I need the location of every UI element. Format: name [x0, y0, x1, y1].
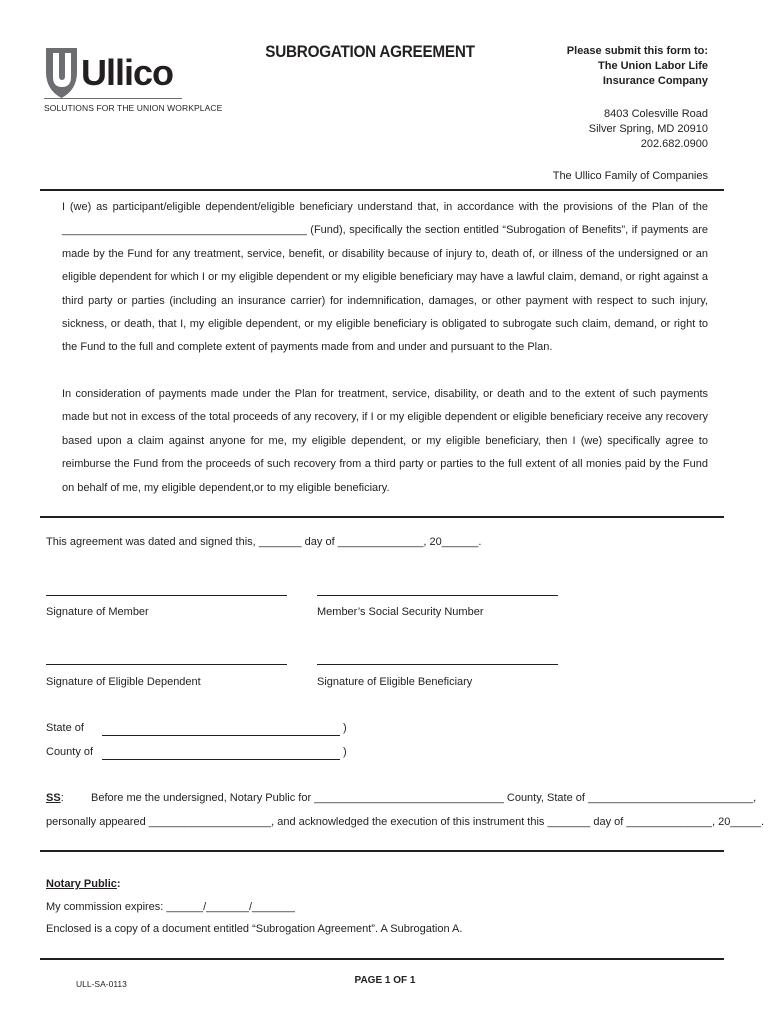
- paragraph-1-line-1: I (we) as participant/eligible dependent/eligible beneficiary understand that, in accordance with the provisions of the Plan of the: [62, 201, 708, 213]
- paragraph-2-body: In consideration of payments made under the Plan for treatment, service, disability, or death and to the extent of such payments made but not in excess of the total proceeds of any recovery, if I or my eligible dependent or eligible beneficiary receive any recovery based upon a claim against anyone for me, my eligible dependent, or my eligible beneficiary, then I (we) specifically agree to reimburse the Fund from the proceeds of such recovery from a third party or parties to the full extent of all monies paid by the Fund on behalf of me, my eligible dependent,or to my eligible beneficiary.: [62, 388, 708, 494]
- paragraph-1: [62, 196, 708, 360]
- dependent-signature-field[interactable]: [46, 664, 287, 665]
- divider-lower: [40, 850, 724, 852]
- state-paren: ): [343, 722, 347, 734]
- form-code: ULL-SA-0113: [76, 979, 127, 989]
- personally-appeared-line[interactable]: personally appeared ____________________, and acknowledged the execution of this instrument this _______ day of ______________, 20_____.: [46, 816, 765, 828]
- county-field[interactable]: [102, 759, 340, 760]
- page-number: PAGE 1 OF 1: [354, 975, 416, 986]
- county-label: County of: [46, 746, 94, 758]
- county-paren: ): [343, 746, 347, 758]
- commission-expires-line[interactable]: My commission expires: ______/_______/_______: [46, 901, 295, 913]
- signature-member-label: Signature of Member: [46, 606, 149, 618]
- divider-top: [40, 189, 724, 191]
- ullico-logo: [44, 42, 184, 102]
- submit-label: Please submit this form to:: [566, 45, 708, 57]
- beneficiary-signature-field[interactable]: [317, 664, 558, 665]
- ss-label-text: SS: [46, 792, 61, 804]
- logo-divider: [44, 98, 182, 99]
- signature-dependent-label: Signature of Eligible Dependent: [46, 676, 201, 688]
- ss-label: [46, 792, 64, 804]
- logo-wordmark: Ullico: [81, 52, 174, 93]
- address-line2: Silver Spring, MD 20910: [588, 123, 708, 135]
- dated-signed-line[interactable]: This agreement was dated and signed this, _______ day of ______________, 20______.: [46, 536, 482, 548]
- family-of-companies: The Ullico Family of Companies: [552, 170, 708, 182]
- page-title: SUBROGATION AGREEMENT: [265, 42, 475, 61]
- address-line1: 8403 Colesville Road: [604, 108, 708, 120]
- divider-bottom: [40, 958, 724, 960]
- notary-heading-text: Notary Public: [46, 878, 117, 890]
- phone: 202.682.0900: [640, 138, 708, 150]
- paragraph-1-body: ________________________________________ (Fund), specifically the section entitled “Subrogation of Benefits”, if payments are made by the Fund for any treatment, service, benefit, or disability because of injury to, death of, or illness of the undersigned or an eligible dependent for which I or my eligible dependent or my eligible beneficiary may have a lawful claim, demand, or right against a third party or parties (including an insurance carrier) for indemnification, damages, or other payment with respect to such injury, sickness, or death, that I, my eligible dependent, or my eligible beneficiary is obligated to subrogate such claim, demand, or right to the Fund to the full and complete extent of payments made from and under and pursuant to the Plan.: [62, 224, 708, 354]
- divider-middle: [40, 516, 724, 518]
- ullico-shield-icon: [44, 42, 184, 102]
- company-line2: Insurance Company: [602, 75, 708, 87]
- enclosed-note: Enclosed is a copy of a document entitled “Subrogation Agreement”. A Subrogation A.: [46, 923, 463, 935]
- signature-beneficiary-label: Signature of Eligible Beneficiary: [317, 676, 473, 688]
- company-line1: The Union Labor Life: [598, 60, 708, 72]
- notary-heading: [46, 878, 121, 890]
- notary-heading-colon: :: [116, 878, 121, 890]
- member-signature-field[interactable]: [46, 595, 287, 596]
- state-field[interactable]: [102, 735, 340, 736]
- state-label: State of: [46, 722, 84, 734]
- paragraph-2: [62, 383, 708, 500]
- tagline: SOLUTIONS FOR THE UNION WORKPLACE: [44, 103, 223, 113]
- member-ssn-label: Member’s Social Security Number: [317, 606, 484, 618]
- member-ssn-field[interactable]: [317, 595, 558, 596]
- ss-statement[interactable]: Before me the undersigned, Notary Public for _______________________________ County, State of ___________________________,: [91, 792, 757, 804]
- ss-colon: :: [60, 792, 64, 804]
